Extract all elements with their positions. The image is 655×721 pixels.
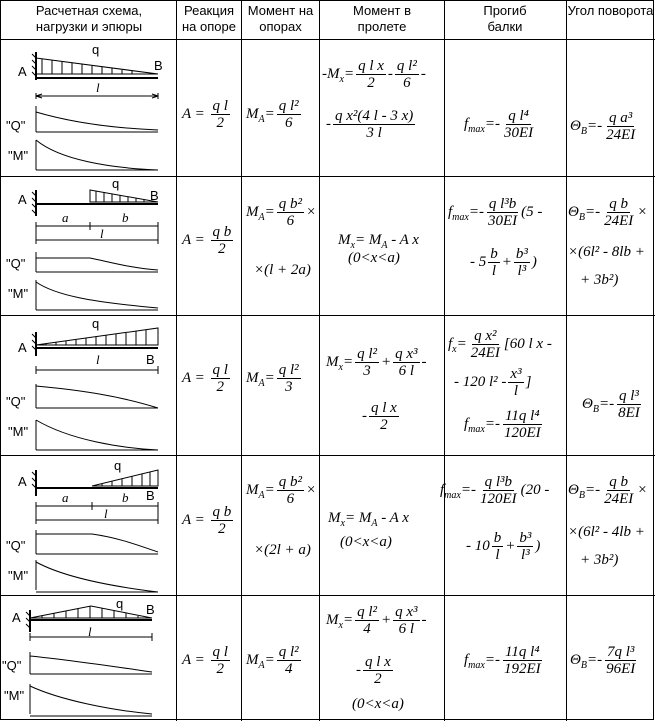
row2-label-b: B bbox=[150, 188, 159, 203]
row4-deflection-line2: - 10 $\frac{b}{l}$ + $\frac{\text{b³}}{\text{l³}}$ ) bbox=[466, 530, 541, 563]
row5-label-q: q bbox=[116, 596, 124, 611]
row2-moment-support-line2: ×(l + 2a) bbox=[254, 262, 311, 278]
row1-rotation: $\Theta_B=-$ $\frac{\text{q a³}}{24EI}$ bbox=[570, 110, 636, 143]
row3-label-l: l bbox=[96, 352, 100, 367]
row4-moment-span: $M_x= M_A - A$ x bbox=[328, 510, 409, 529]
row1-deflection: $f_{max}=-$ $\frac{\text{q l⁴}}{30EI}$ bbox=[464, 108, 534, 141]
header-scheme: Расчетная схема, нагрузки и эпюры bbox=[35, 3, 143, 34]
row2-label-q: q bbox=[112, 176, 120, 191]
row2-moment-support: $M_A=$ $\frac{\text{q b²}}{6}$ × bbox=[246, 196, 317, 229]
row4-rotation: $\Theta_B=-$ $\frac{\text{q b}}{24EI}$ × bbox=[568, 474, 648, 507]
row3-label-b: B bbox=[146, 352, 155, 367]
row1-label-qdiag: "Q" bbox=[6, 118, 26, 133]
row3-moment-span-line2: - $\frac{\text{q l x}}{2}$ bbox=[362, 400, 397, 433]
header-moment-supports: Момент на опорах bbox=[247, 3, 314, 34]
row3-deflection: $f_x=$ $\frac{\text{q x²}}{24EI}$ [60 l x - bbox=[448, 328, 552, 361]
row3-deflection-max: $f_{max}=-$ $\frac{\text{11q l⁴}}{120EI}$ bbox=[464, 408, 541, 441]
row1-label-q: q bbox=[92, 42, 100, 57]
row3-diagram bbox=[32, 328, 158, 450]
header-deflection: Прогиб балки bbox=[483, 3, 527, 34]
row2-deflection-line2: - 5 $\frac{b}{l}$ + $\frac{\text{b³}}{\text{l³}}$ ) bbox=[470, 246, 537, 279]
row3-label-mdiag: "M" bbox=[8, 424, 29, 439]
row3-reaction: A = $\frac{\text{q l}}{2}$ bbox=[182, 362, 228, 395]
row5-moment-span: $M_x=$ $\frac{\text{q l²}}{4}$ + $\frac{\text{q x³}}{6 l}$ - bbox=[326, 604, 427, 637]
row1-moment-span-line2: - $\frac{\text{q x²(4 l - 3 x)}}{3 l}$ bbox=[326, 108, 414, 141]
row2-rotation-line3: + 3b²) bbox=[580, 272, 619, 288]
row4-label-b: B bbox=[146, 488, 155, 503]
header-rotation: Угол поворота bbox=[567, 3, 654, 18]
row4-label-q: q bbox=[114, 458, 122, 473]
row2-label-bdim: b bbox=[122, 210, 129, 225]
row4-label-mdiag: "M" bbox=[8, 568, 29, 583]
row4-moment-support-line2: ×(2l + a) bbox=[254, 542, 311, 558]
row3-moment-span: $M_x=$ $\frac{\text{q l²}}{3}$ + $\frac{\text{q x³}}{6 l}$ - bbox=[326, 346, 427, 379]
row4-label-adim: a bbox=[62, 490, 69, 505]
row5-label-b: B bbox=[146, 602, 155, 617]
row4-label-a: A bbox=[18, 474, 27, 489]
row5-diagram bbox=[26, 606, 152, 716]
row4-label-bdim: b bbox=[122, 490, 129, 505]
row4-moment-support: $M_A=$ $\frac{\text{q b²}}{6}$ × bbox=[246, 474, 317, 507]
row5-moment-span-line2: - $\frac{\text{q l x}}{2}$ bbox=[356, 654, 391, 687]
row3-deflection-line2: - 120 l² - $\frac{\text{x³}}{l}$ ] bbox=[454, 366, 532, 399]
row5-label-mdiag: "M" bbox=[4, 688, 25, 703]
row5-label-l: l bbox=[88, 624, 92, 639]
row2-rotation: $\Theta_B=-$ $\frac{\text{q b}}{24EI}$ × bbox=[568, 196, 648, 229]
row2-reaction: A = $\frac{\text{q b}}{2}$ bbox=[182, 224, 232, 257]
row1-label-l: l bbox=[96, 80, 100, 95]
row2-deflection: $f_{max}=-$ $\frac{\text{q l³b}}{30EI}$ (5 - bbox=[448, 196, 543, 229]
row2-label-l: l bbox=[100, 226, 104, 241]
row1-moment-span: $-M_x=$ $\frac{\text{q l x}}{2}$ - $\frac{\text{q l²}}{6}$ - bbox=[322, 58, 426, 91]
row1-label-a: A bbox=[18, 64, 27, 79]
row4-rotation-line3: + 3b²) bbox=[580, 552, 619, 568]
row2-label-adim: a bbox=[62, 210, 69, 225]
row4-moment-span-line2: (0<x<a) bbox=[340, 534, 392, 550]
header-reaction: Реакция на опоре bbox=[182, 3, 236, 34]
row2-label-qdiag: "Q" bbox=[6, 256, 26, 271]
row2-moment-span-line2: (0<x<a) bbox=[348, 250, 400, 266]
row1-diagram bbox=[32, 52, 158, 170]
row1-moment-support: $M_A=$ $\frac{\text{q l²}}{6}$ bbox=[246, 98, 299, 131]
row2-moment-span: $M_x= M_A - A$ x bbox=[338, 232, 419, 251]
row5-label-qdiag: "Q" bbox=[2, 658, 22, 673]
row5-reaction: A = $\frac{\text{q l}}{2}$ bbox=[182, 644, 228, 677]
row4-rotation-line2: ×(6l² - 4lb + bbox=[568, 524, 645, 540]
row5-label-a: A bbox=[12, 610, 21, 625]
row4-label-l: l bbox=[104, 506, 108, 521]
row3-label-q: q bbox=[92, 316, 100, 331]
row1-label-mdiag: "M" bbox=[8, 148, 29, 163]
row2-label-a: A bbox=[18, 192, 27, 207]
row4-reaction: A = $\frac{\text{q b}}{2}$ bbox=[182, 504, 232, 537]
row3-label-qdiag: "Q" bbox=[6, 394, 26, 409]
row2-label-mdiag: "M" bbox=[8, 286, 29, 301]
row3-label-a: A bbox=[18, 340, 27, 355]
row4-label-qdiag: "Q" bbox=[6, 538, 26, 553]
row4-deflection: $f_{max}=-$ $\frac{\text{q l³b}}{120EI}$ (20 - bbox=[440, 474, 550, 507]
row1-reaction: A = $\frac{\text{q l}}{2}$ bbox=[182, 98, 228, 131]
row2-diagram bbox=[32, 190, 158, 310]
row3-rotation: $\Theta_B=-$ $\frac{\text{q l³}}{8EI}$ bbox=[582, 388, 640, 421]
header-moment-span: Момент в пролете bbox=[352, 3, 412, 34]
row5-rotation: $\Theta_B=-$ $\frac{\text{7q l³}}{96EI}$ bbox=[570, 644, 636, 677]
row5-deflection: $f_{max}=-$ $\frac{\text{11q l⁴}}{192EI}$ bbox=[464, 644, 541, 677]
row5-moment-span-line3: (0<x<a) bbox=[352, 696, 404, 712]
row1-label-b: B bbox=[154, 58, 163, 73]
row3-moment-support: $M_A=$ $\frac{\text{q l²}}{3}$ bbox=[246, 362, 299, 395]
row5-moment-support: $M_A=$ $\frac{\text{q l²}}{4}$ bbox=[246, 644, 299, 677]
row4-diagram bbox=[32, 470, 158, 592]
row2-rotation-line2: ×(6l² - 8lb + bbox=[568, 244, 645, 260]
